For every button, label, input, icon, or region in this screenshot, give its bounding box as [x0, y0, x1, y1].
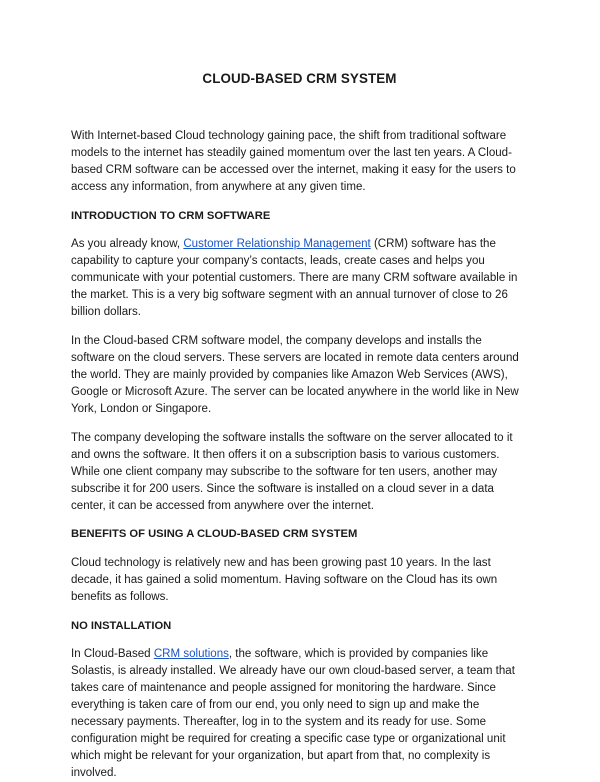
subscription-paragraph: The company developing the software installs the software on the server allocated to it and owns the software. It then offers it on a subscription basis to various customers. While one client company may subscribe to the software for ten users, another may subscribe it for 200 users. Since the software is installed on a cloud sever in a data center, it can be accessed from anywhere over the internet. [71, 432, 513, 512]
paragraph-text: In Cloud-Based [71, 648, 154, 660]
section-heading-benefits: BENEFITS OF USING A CLOUD-BASED CRM SYSTEM [71, 528, 358, 540]
crm-intro-paragraph [71, 236, 528, 321]
benefits-paragraph: Cloud technology is relatively new and has been growing past 10 years. In the last decade, it has gained a solid momentum. Having software on the Cloud has its own benefits as follows. [71, 557, 498, 603]
cloud-model-paragraph: In the Cloud-based CRM software model, the company develops and installs the software on the cloud servers. These servers are located in remote data centers around the world. They are mainly provided by companies like Amazon Web Services (AWS), Google or Microsoft Azure. The server can be located anywhere in the world like in New York, London or Singapore. [71, 335, 519, 415]
paragraph-text: (CRM) software has the capability to capture your company’s contacts, leads, create cases and helps you communicate with your potential customers. There are many CRM software available in the market. This is a very big software segment with an annual turnover of close to 26 billion dollars. [71, 238, 518, 318]
crm-link[interactable]: Customer Relationship Management [183, 238, 371, 250]
intro-paragraph: With Internet-based Cloud technology gaining pace, the shift from traditional software models to the internet has steadily gained momentum over the last ten years. A Cloud-based CRM software can be accessed over the internet, making it easy for the users to access any information, from anywhere at any given time. [71, 130, 516, 193]
document-title: CLOUD-BASED CRM SYSTEM [202, 71, 397, 86]
paragraph-text: , the software, which is provided by companies like Solastis, is already installed. We already have our own cloud-based server, a team that takes care of maintenance and people assigned for monitoring the hardware. Since everything is taken care of from our end, you only need to sign up and make the necessary payments. Thereafter, log in to the system and its ready for use. Some configuration might be required for creating a specific case type or organizational unit which might be relevant for your organization, but apart from that, no complexity is involved. [71, 648, 515, 779]
section-heading-no-installation: NO INSTALLATION [71, 620, 172, 632]
crm-solutions-link[interactable]: CRM solutions [153, 648, 229, 660]
paragraph-text: As you already know, [71, 238, 184, 250]
no-installation-paragraph [71, 646, 528, 782]
section-heading-introduction: INTRODUCTION TO CRM SOFTWARE [71, 210, 271, 222]
